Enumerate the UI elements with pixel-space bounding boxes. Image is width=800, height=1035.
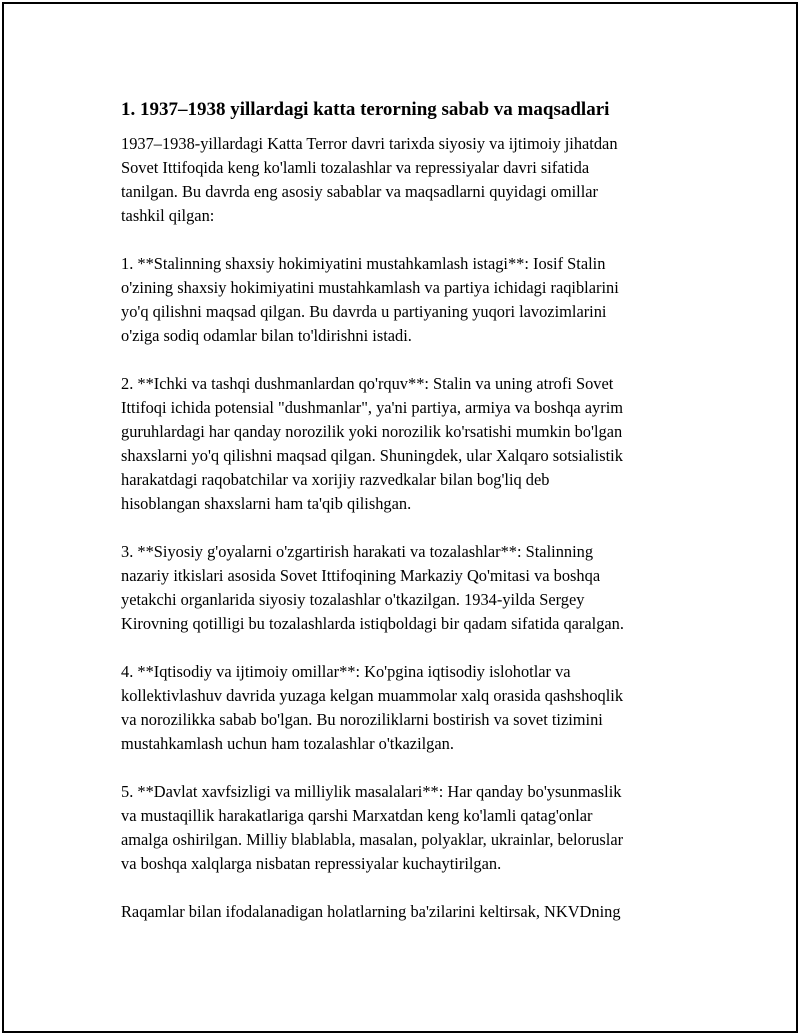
reason-5-paragraph: 5. **Davlat xavfsizligi va milliylik masalalari**: Har qanday bo'ysunmaslik va mustaqillik harakatlariga qarshi Marxatdan keng ko'lamli qatag'onlar amalga oshirilgan. Milliy blablabla, masalan, polyaklar, ukrainlar, beloruslar va boshqa xalqlarga nisbatan repressiyalar kuchaytirilgan. xyxy=(121,782,624,873)
document-heading: 1. 1937–1938 yillardagi katta terorning sabab va maqsadlari xyxy=(121,99,610,120)
intro-paragraph: 1937–1938-yillardagi Katta Terror davri tarixda siyosiy va ijtimoiy jihatdan Sovet Ittifoqida keng ko'lamli tozalashlar va repressiyalar davri sifatida tanilgan. Bu davrda eng asosiy sabablar va maqsadlarni quyidagi omillar tashkil qilgan: xyxy=(121,134,618,225)
page-frame xyxy=(2,2,798,1033)
reason-2-paragraph: 2. **Ichki va tashqi dushmanlardan qo'rquv**: Stalin va uning atrofi Sovet Ittifoqi ichida potensial "dushmanlar", ya'ni partiya, armiya va boshqa ayrim guruhlardagi har qanday norozilik yoki norozilik ko'rsatishi mumkin bo'lgan shaxslarni yo'q qilishni maqsad qilgan. Shuningdek, ular Xalqaro sotsialistik harakatdagi raqobatchilar va xorijiy razvedkalar bilan bog'liq deb hisoblangan shaxslarni ham ta'qib qilishgan. xyxy=(121,374,623,513)
document-body xyxy=(121,92,701,924)
closing-paragraph: Raqamlar bilan ifodalanadigan holatlarning ba'zilarini keltirsak, NKVDning xyxy=(121,902,621,921)
reason-3-paragraph: 3. **Siyosiy g'oyalarni o'zgartirish harakati va tozalashlar**: Stalinning nazariy itkislari asosida Sovet Ittifoqining Markaziy Qo'mitasi va boshqa yetakchi organlarida siyosiy tozalashlar o'tkazilgan. 1934-yilda Sergey Kirovning qotilligi bu tozalashlarda istiqboldagi bir qadam sifatida qaralgan. xyxy=(121,542,624,633)
reason-4-paragraph: 4. **Iqtisodiy va ijtimoiy omillar**: Ko'pgina iqtisodiy islohotlar va kollektivlashuv davrida yuzaga kelgan muammolar xalq orasida qashshoqlik va norozilikka sabab bo'lgan. Bu noroziliklarni bostirish va sovet tizimini mustahkamlash uchun ham tozalashlar o'tkazilgan. xyxy=(121,662,624,753)
reason-1-paragraph: 1. **Stalinning shaxsiy hokimiyatini mustahkamlash istagi**: Iosif Stalin o'zining shaxsiy hokimiyatini mustahkamlash va partiya ichidagi raqiblarini yo'q qilishni maqsad qilgan. Bu davrda u partiyaning yuqori lavozimlarini o'ziga sodiq odamlar bilan to'ldirishni istadi. xyxy=(121,254,619,345)
